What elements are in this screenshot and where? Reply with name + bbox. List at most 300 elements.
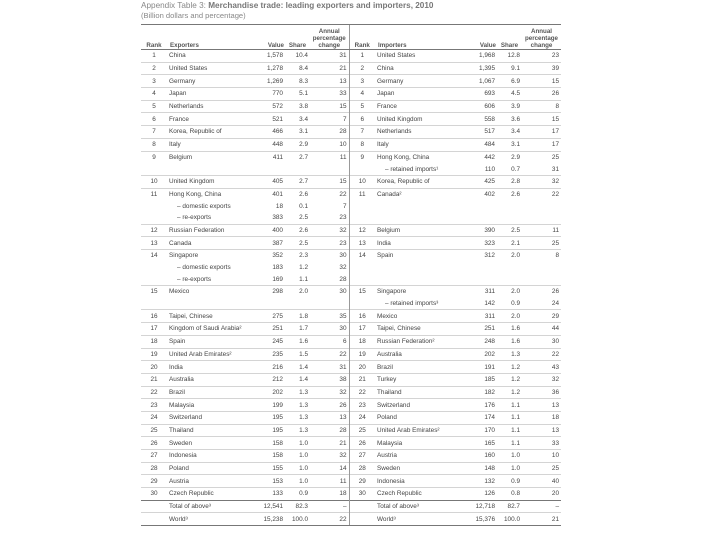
import-value [463, 212, 497, 224]
import-rank: 27 [349, 450, 375, 463]
export-change: 30 [310, 250, 349, 262]
export-change: 28 [310, 126, 349, 139]
table-row [141, 335, 561, 348]
export-rank: 20 [141, 361, 167, 374]
importer-name: Turkey [375, 373, 463, 386]
export-rank: 23 [141, 399, 167, 412]
import-rank: 5 [349, 100, 375, 113]
importer-name: Brazil [375, 361, 463, 374]
exporter-name: Brazil [167, 386, 253, 399]
world-row [141, 513, 561, 526]
export-change: 13 [310, 411, 349, 424]
exporter-name: Kingdom of Saudi Arabia² [167, 323, 253, 336]
import-change: 20 [522, 488, 561, 501]
total-row [141, 500, 561, 513]
export-change: 7 [310, 113, 349, 126]
export-value: 770 [253, 88, 285, 101]
import-share: 1.2 [497, 386, 522, 399]
export-change: 38 [310, 373, 349, 386]
exporter-name: Canada [167, 237, 253, 250]
export-change: 6 [310, 335, 349, 348]
export-value: 1,269 [253, 75, 285, 88]
importer-name: United States [375, 50, 463, 63]
exporter-name: France [167, 113, 253, 126]
exporter-name: Korea, Republic of [167, 126, 253, 139]
export-share: 1.2 [299, 264, 308, 272]
export-value: 383 [272, 214, 283, 222]
table-row [141, 323, 561, 336]
importer-name: Belgium [375, 224, 463, 237]
importer-name: India [375, 237, 463, 250]
export-change: 11 [310, 151, 349, 163]
export-rank: 22 [141, 386, 167, 399]
export-share: 5.1 [285, 88, 310, 101]
export-rank: 11 [141, 188, 167, 200]
table-row [141, 100, 561, 113]
export-rank: 30 [141, 488, 167, 501]
export-change: 30 [310, 286, 349, 298]
export-change: 21 [310, 62, 349, 75]
importer-name: Malaysia [375, 437, 463, 450]
export-rank: 7 [141, 126, 167, 139]
import-change: 17 [522, 126, 561, 139]
export-share [285, 163, 310, 175]
export-value: 405 [253, 175, 285, 188]
import-share: 2.1 [497, 237, 522, 250]
import-value [463, 200, 497, 212]
export-share: 2.5 [299, 214, 308, 222]
export-change: 21 [310, 437, 349, 450]
world-blank [349, 513, 375, 526]
import-value: 126 [463, 488, 497, 501]
export-value: 158 [253, 437, 285, 450]
export-rank: 9 [141, 151, 167, 163]
import-value: 693 [463, 88, 497, 101]
export-change: 10 [310, 138, 349, 151]
export-change: 32 [339, 264, 347, 272]
import-share [497, 262, 522, 274]
table-row [141, 450, 561, 463]
export-rank: 12 [141, 224, 167, 237]
export-change: 28 [310, 424, 349, 437]
exporter-name: Australia [167, 373, 253, 386]
import-share: 1.0 [497, 462, 522, 475]
import-rank: 19 [349, 348, 375, 361]
importer-name: Thailand [375, 386, 463, 399]
import-rank: 1 [349, 50, 375, 63]
importer-name [375, 212, 463, 224]
importer-name: Sweden [375, 462, 463, 475]
export-value: 195 [253, 424, 285, 437]
import-rank: 25 [349, 424, 375, 437]
world-ic: 21 [522, 513, 561, 526]
table-row [141, 250, 561, 262]
export-value: 133 [253, 488, 285, 501]
import-value [463, 273, 497, 285]
export-change: 31 [310, 361, 349, 374]
import-rank [349, 200, 375, 212]
export-rank: 16 [141, 310, 167, 323]
table-row [141, 273, 561, 285]
import-change: 15 [522, 113, 561, 126]
import-value: 311 [463, 310, 497, 323]
import-share: 3.4 [497, 126, 522, 139]
importer-name: Mexico [375, 310, 463, 323]
importer-name: Korea, Republic of [375, 175, 463, 188]
export-value: 245 [253, 335, 285, 348]
import-share: 4.5 [497, 88, 522, 101]
export-rank: 17 [141, 323, 167, 336]
export-value: 235 [253, 348, 285, 361]
import-share: 6.9 [497, 75, 522, 88]
table-row [141, 224, 561, 237]
import-value: 185 [463, 373, 497, 386]
importer-name: Germany [375, 75, 463, 88]
export-change: 32 [310, 386, 349, 399]
export-share: 2.3 [285, 250, 310, 262]
import-change: 29 [522, 310, 561, 323]
export-share: 2.7 [285, 175, 310, 188]
import-change: 25 [522, 237, 561, 250]
import-value: 425 [463, 175, 497, 188]
export-rank: 3 [141, 75, 167, 88]
export-share: 1.1 [299, 275, 308, 283]
export-rank: 14 [141, 250, 167, 262]
import-value: 312 [463, 250, 497, 262]
exporter-name: United Arab Emirates² [167, 348, 253, 361]
export-change: 14 [310, 462, 349, 475]
export-change: 7 [342, 202, 347, 210]
import-share: 1.1 [497, 411, 522, 424]
export-value-header: Value [253, 25, 285, 50]
export-change: 31 [310, 50, 349, 63]
total-ev: 12,541 [253, 500, 285, 513]
exporter-name: Japan [167, 88, 253, 101]
export-value: 251 [253, 323, 285, 336]
importer-name [375, 200, 463, 212]
import-change [522, 262, 561, 274]
import-change: 32 [522, 373, 561, 386]
export-share: 1.3 [285, 399, 310, 412]
export-rank [141, 262, 167, 274]
import-change: 13 [522, 399, 561, 412]
export-value [253, 298, 285, 310]
import-value: 182 [463, 386, 497, 399]
importer-name: France [375, 100, 463, 113]
world-iv: 15,376 [463, 513, 497, 526]
export-rank: 29 [141, 475, 167, 488]
import-value: 442 [463, 151, 497, 163]
export-value: 18 [275, 202, 283, 210]
import-change: 36 [522, 386, 561, 399]
export-value: 298 [253, 286, 285, 298]
import-change: 33 [522, 437, 561, 450]
export-change: 11 [310, 475, 349, 488]
exporter-name: Thailand [167, 424, 253, 437]
export-share: 8.4 [285, 62, 310, 75]
import-rank: 18 [349, 335, 375, 348]
export-value: 1,578 [253, 50, 285, 63]
exporter-name: Belgium [167, 151, 253, 163]
import-change: 39 [522, 62, 561, 75]
import-rank: 7 [349, 126, 375, 139]
import-rank [349, 298, 375, 310]
exporter-name: United States [167, 62, 253, 75]
rank-header: Rank [141, 25, 167, 50]
export-value: 212 [253, 373, 285, 386]
exporter-name: Spain [167, 335, 253, 348]
import-change: 44 [522, 323, 561, 336]
table-row [141, 138, 561, 151]
import-share: 1.3 [497, 348, 522, 361]
import-share [497, 212, 522, 224]
export-rank: 4 [141, 88, 167, 101]
table-row [141, 88, 561, 101]
import-share: 1.1 [497, 399, 522, 412]
export-rank: 18 [141, 335, 167, 348]
import-value: 202 [463, 348, 497, 361]
world-ilabel: World³ [375, 513, 463, 526]
export-share: 1.0 [285, 462, 310, 475]
export-share: 1.0 [285, 437, 310, 450]
export-value: 275 [253, 310, 285, 323]
export-rank: 13 [141, 237, 167, 250]
exporter-name: Czech Republic [167, 488, 253, 501]
import-rank: 24 [349, 411, 375, 424]
export-share: 2.6 [285, 188, 310, 200]
import-share: 1.2 [497, 373, 522, 386]
export-value: 400 [253, 224, 285, 237]
import-value: 165 [463, 437, 497, 450]
world-blank [141, 513, 167, 526]
export-value: 158 [253, 450, 285, 463]
import-value: 517 [463, 126, 497, 139]
import-rank: 10 [349, 175, 375, 188]
export-share: 1.0 [285, 475, 310, 488]
import-share: 0.7 [511, 165, 520, 173]
importer-name: – retained imports¹ [385, 165, 439, 173]
import-share: 2.5 [497, 224, 522, 237]
import-rank: 2 [349, 62, 375, 75]
export-rank [141, 273, 167, 285]
export-value: 401 [253, 188, 285, 200]
import-value: 251 [463, 323, 497, 336]
import-change [522, 200, 561, 212]
export-share: 1.3 [285, 411, 310, 424]
import-value: 311 [463, 286, 497, 298]
exporter-name: China [167, 50, 253, 63]
exporter-name: Hong Kong, China [167, 188, 253, 200]
export-value: 448 [253, 138, 285, 151]
world-ec: 22 [310, 513, 349, 526]
export-value: 155 [253, 462, 285, 475]
export-change [310, 298, 349, 310]
exporter-name: – re-exports [177, 214, 212, 222]
import-value: 148 [463, 462, 497, 475]
export-value: 183 [272, 264, 283, 272]
table-row [141, 462, 561, 475]
import-rank: 14 [349, 250, 375, 262]
table-row [141, 262, 561, 274]
export-rank: 27 [141, 450, 167, 463]
export-share: 2.0 [285, 286, 310, 298]
import-rank [349, 163, 375, 175]
export-change: 23 [339, 214, 347, 222]
importer-name: Netherlands [375, 126, 463, 139]
export-rank: 6 [141, 113, 167, 126]
table-row [141, 411, 561, 424]
import-rank: 13 [349, 237, 375, 250]
table-row [141, 373, 561, 386]
table-row [141, 75, 561, 88]
import-value: 248 [463, 335, 497, 348]
import-value: 191 [463, 361, 497, 374]
import-change: 8 [522, 100, 561, 113]
table-row [141, 475, 561, 488]
export-change: 28 [339, 275, 347, 283]
total-ec: – [310, 500, 349, 513]
total-is: 82.7 [497, 500, 522, 513]
import-change: 25 [522, 462, 561, 475]
import-rank: 12 [349, 224, 375, 237]
total-blank [349, 500, 375, 513]
import-change: 15 [522, 75, 561, 88]
import-rank: 28 [349, 462, 375, 475]
total-blank [141, 500, 167, 513]
table-row [141, 437, 561, 450]
importer-name: United Arab Emirates² [375, 424, 463, 437]
table-row [141, 62, 561, 75]
import-value: 323 [463, 237, 497, 250]
table-body [141, 50, 561, 526]
export-value: 195 [253, 411, 285, 424]
exporter-name: Singapore [167, 250, 253, 262]
export-value: 199 [253, 399, 285, 412]
importer-name: Russian Federation² [375, 335, 463, 348]
exporter-name: Malaysia [167, 399, 253, 412]
exporter-name: Sweden [167, 437, 253, 450]
total-es: 82.3 [285, 500, 310, 513]
import-rank: 23 [349, 399, 375, 412]
import-change: 32 [522, 175, 561, 188]
total-elabel: Total of above³ [167, 500, 253, 513]
exporter-name: – re-exports [177, 275, 212, 283]
import-share [497, 200, 522, 212]
import-change [522, 212, 561, 224]
import-change: 31 [551, 165, 559, 173]
export-rank: 5 [141, 100, 167, 113]
importer-name: Indonesia [375, 475, 463, 488]
importer-name: United Kingdom [375, 113, 463, 126]
export-value: 216 [253, 361, 285, 374]
exporter-name: Russian Federation [167, 224, 253, 237]
import-change: 26 [522, 286, 561, 298]
import-share: 0.8 [497, 488, 522, 501]
header-row [141, 25, 561, 50]
table-row [141, 361, 561, 374]
export-value [253, 163, 285, 175]
import-rank [349, 273, 375, 285]
export-change: 22 [310, 348, 349, 361]
import-share: 12.8 [497, 50, 522, 63]
import-change-header: Annual percentage change [522, 25, 561, 50]
export-share: 2.9 [285, 138, 310, 151]
importer-name: Taipei, Chinese [375, 323, 463, 336]
import-value: 390 [463, 224, 497, 237]
export-share: 10.4 [285, 50, 310, 63]
table-row [141, 50, 561, 63]
export-rank: 21 [141, 373, 167, 386]
world-elabel: World³ [167, 513, 253, 526]
import-rank: 11 [349, 188, 375, 200]
import-value: 484 [463, 138, 497, 151]
export-change-header: Annual percentage change [310, 25, 349, 50]
exporter-name: – domestic exports [177, 264, 231, 272]
import-share: 1.1 [497, 437, 522, 450]
export-share: 1.5 [285, 348, 310, 361]
import-value: 174 [463, 411, 497, 424]
table-row [141, 126, 561, 139]
export-rank [141, 298, 167, 310]
export-change: 15 [310, 175, 349, 188]
export-rank: 26 [141, 437, 167, 450]
import-change: 8 [522, 250, 561, 262]
table-row [141, 200, 561, 212]
export-value: 411 [253, 151, 285, 163]
export-share: 3.1 [285, 126, 310, 139]
import-share: 1.6 [497, 335, 522, 348]
import-share: 2.0 [497, 250, 522, 262]
exporter-name: Italy [167, 138, 253, 151]
table-row [141, 163, 561, 175]
export-share: 3.4 [285, 113, 310, 126]
total-iv: 12,718 [463, 500, 497, 513]
table-row [141, 286, 561, 298]
exporter-name: Austria [167, 475, 253, 488]
export-share: 1.4 [285, 373, 310, 386]
import-share: 3.1 [497, 138, 522, 151]
export-change [310, 163, 349, 175]
importer-name: Spain [375, 250, 463, 262]
export-change: 30 [310, 323, 349, 336]
table-row [141, 113, 561, 126]
import-change: 25 [522, 151, 561, 163]
import-rank: 16 [349, 310, 375, 323]
exporter-name [167, 298, 253, 310]
export-value: 202 [253, 386, 285, 399]
export-rank: 2 [141, 62, 167, 75]
export-value: 352 [253, 250, 285, 262]
import-share [497, 273, 522, 285]
import-rank: 20 [349, 361, 375, 374]
import-value: 170 [463, 424, 497, 437]
export-value: 572 [253, 100, 285, 113]
import-rank: 29 [349, 475, 375, 488]
exporter-name: India [167, 361, 253, 374]
import-value: 1,395 [463, 62, 497, 75]
importer-name: Hong Kong, China [375, 151, 463, 163]
importer-name: Poland [375, 411, 463, 424]
import-share: 2.0 [497, 286, 522, 298]
import-rank: 30 [349, 488, 375, 501]
exporter-name [167, 163, 253, 175]
export-rank [141, 212, 167, 224]
import-value: 176 [463, 399, 497, 412]
import-value: 1,067 [463, 75, 497, 88]
table-heading: Merchandise trade: leading exporters and importers, 2010 [208, 1, 434, 10]
import-value: 1,968 [463, 50, 497, 63]
import-share-header: Share [497, 25, 522, 50]
